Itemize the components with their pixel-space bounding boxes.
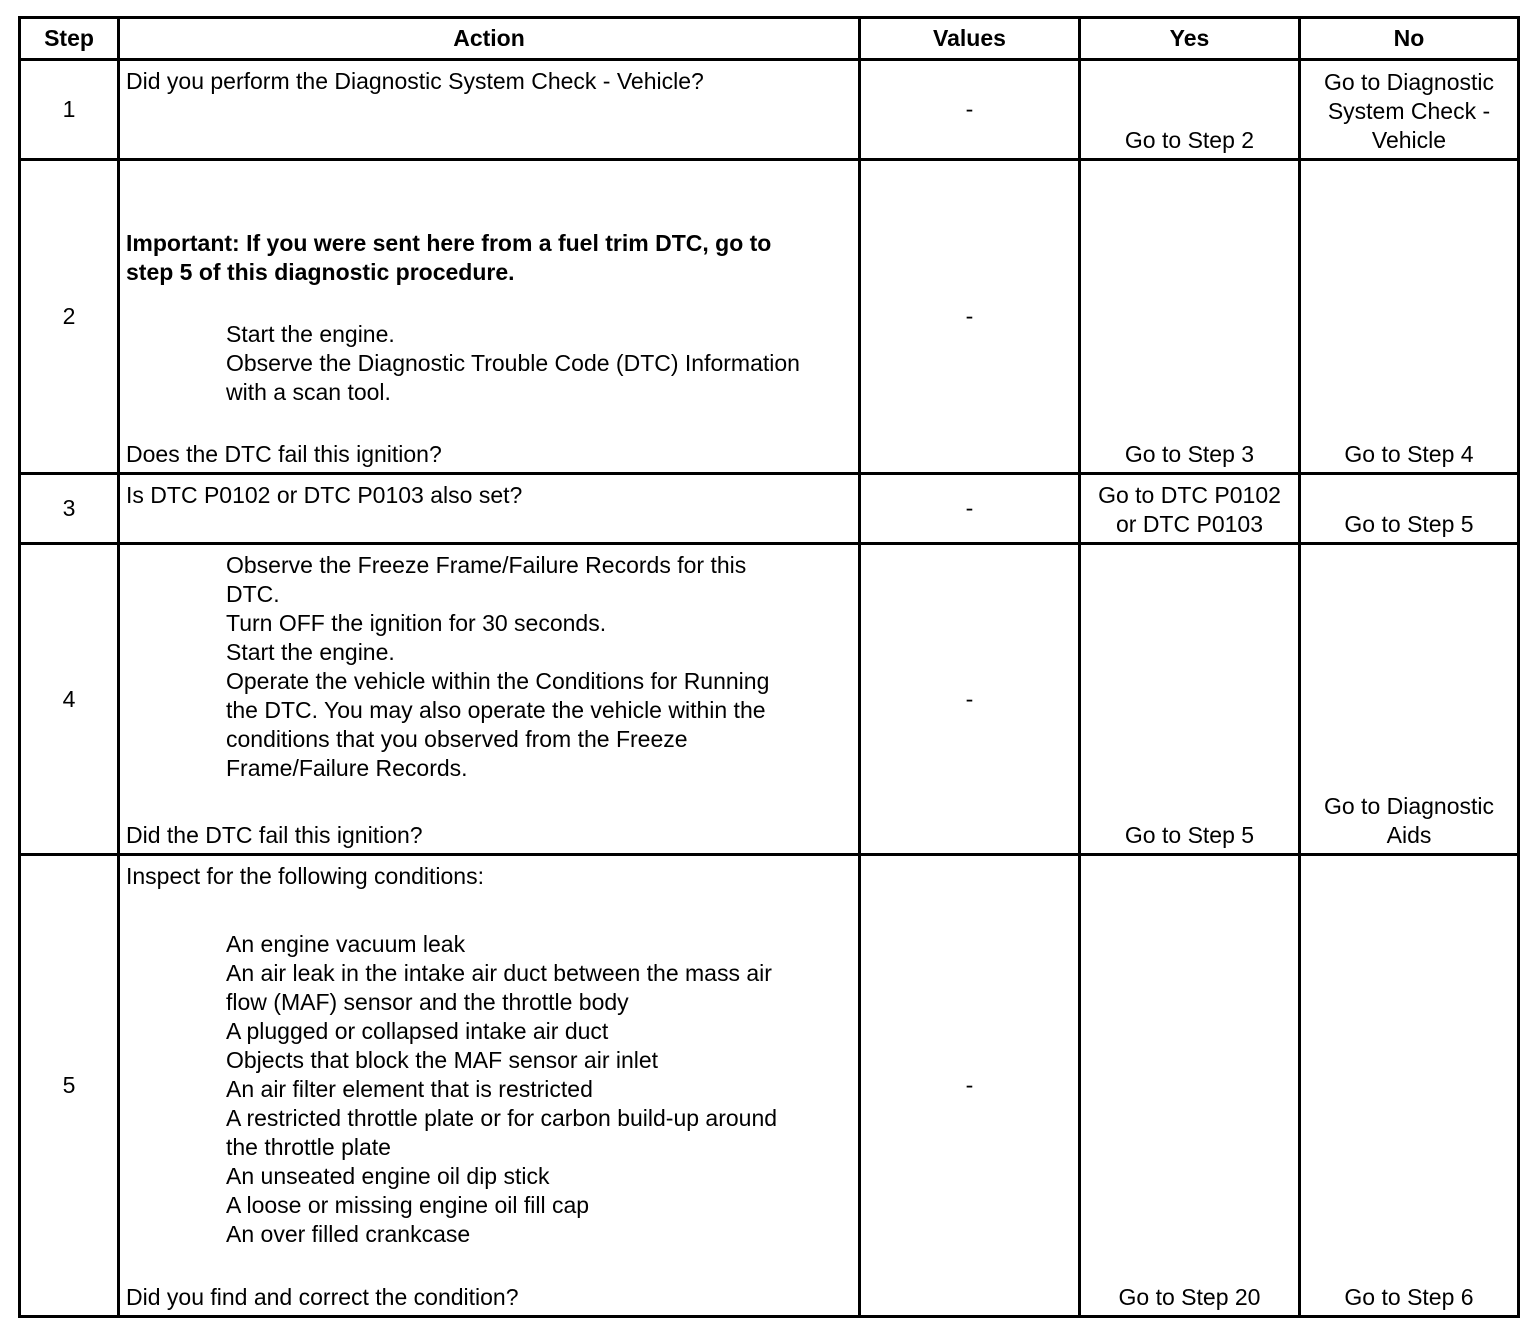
action-cell: [120, 545, 861, 853]
table-row: [21, 475, 1517, 545]
header-yes: Yes: [1081, 19, 1301, 58]
action-step: Turn OFF the ignition for 30 seconds.: [226, 610, 607, 636]
table-row: [21, 545, 1517, 856]
condition-item: An engine vacuum leak: [226, 931, 466, 957]
table-row: [21, 61, 1517, 161]
no-cell: [1301, 545, 1517, 853]
condition-item: An unseated engine oil dip stick: [226, 1163, 550, 1189]
table-row: [21, 856, 1517, 1315]
condition-item: Objects that block the MAF sensor air inlet: [226, 1047, 659, 1073]
no-cell-line: Vehicle: [1371, 127, 1447, 153]
yes-cell: Go to Step 5: [1081, 545, 1301, 853]
action-step: Observe the Diagnostic Trouble Code (DTC) Information: [226, 350, 800, 376]
condition-item: A restricted throttle plate or for carbon build-up around: [226, 1105, 778, 1131]
action-cell: [120, 856, 861, 1315]
action-step: Frame/Failure Records.: [226, 755, 468, 781]
header-row: [21, 19, 1517, 61]
question-text: Does the DTC fail this ignition?: [126, 441, 442, 467]
action-question: [126, 1283, 852, 1312]
important-line: Important: If you were sent here from a fuel trim DTC, go to: [126, 230, 772, 256]
question-text: Did the DTC fail this ignition?: [126, 822, 423, 848]
action-question: Is DTC P0102 or DTC P0103 also set?: [126, 482, 523, 508]
values-cell: -: [861, 475, 1081, 542]
action-step: Start the engine.: [226, 321, 395, 347]
no-cell-line: System Check -: [1327, 98, 1491, 124]
no-cell-line: Go to Diagnostic: [1323, 69, 1495, 95]
condition-list: [126, 930, 852, 1249]
values-cell: -: [861, 545, 1081, 853]
condition-item: An air leak in the intake air duct between the mass air: [226, 960, 772, 986]
no-cell: [1301, 61, 1517, 158]
intro-text: Inspect for the following conditions:: [126, 863, 484, 889]
yes-cell: Go to Step 3: [1081, 161, 1301, 472]
action-cell: [120, 61, 861, 158]
step-number: 1: [21, 61, 120, 158]
yes-cell: [1081, 475, 1301, 542]
condition-item: An air filter element that is restricted: [226, 1076, 593, 1102]
yes-cell: Go to Step 2: [1081, 61, 1301, 158]
action-step: Observe the Freeze Frame/Failure Records for this: [226, 552, 747, 578]
action-step: conditions that you observed from the Freeze: [226, 726, 688, 752]
important-note: [126, 229, 852, 287]
action-steps: [126, 320, 852, 407]
header-action: Action: [120, 19, 861, 58]
action-question: [126, 440, 852, 469]
action-step: the DTC. You may also operate the vehicle within the: [226, 697, 766, 723]
action-step: with a scan tool.: [226, 379, 391, 405]
step-number: 3: [21, 475, 120, 542]
header-step: Step: [21, 19, 120, 58]
action-step: Start the engine.: [226, 639, 395, 665]
no-cell: Go to Step 4: [1344, 441, 1474, 467]
table-row: [21, 161, 1517, 475]
no-cell: Go to Step 6: [1344, 1284, 1474, 1310]
no-cell-line: Aids: [1386, 822, 1432, 848]
action-intro: [126, 862, 852, 891]
step-number: 5: [21, 856, 120, 1315]
step-number: 4: [21, 545, 120, 853]
condition-item: A plugged or collapsed intake air duct: [226, 1018, 609, 1044]
condition-item: the throttle plate: [226, 1134, 391, 1160]
condition-item: A loose or missing engine oil fill cap: [226, 1192, 590, 1218]
condition-item: flow (MAF) sensor and the throttle body: [226, 989, 629, 1015]
action-cell: [120, 475, 861, 542]
action-step: Operate the vehicle within the Conditions for Running: [226, 668, 770, 694]
action-steps: [126, 551, 852, 783]
header-no: No: [1393, 25, 1425, 51]
no-cell-line: Go to Diagnostic: [1323, 793, 1495, 819]
yes-cell: Go to Step 20: [1081, 856, 1301, 1315]
important-line: step 5 of this diagnostic procedure.: [126, 259, 515, 285]
values-cell: -: [861, 161, 1081, 472]
action-question: Did you perform the Diagnostic System Check - Vehicle?: [126, 68, 704, 94]
yes-cell-line: or DTC P0103: [1115, 511, 1263, 537]
action-step: DTC.: [226, 581, 280, 607]
action-question: [126, 821, 852, 850]
header-values: Values: [861, 19, 1081, 58]
values-cell: -: [861, 61, 1081, 158]
diagnostic-table: [18, 16, 1520, 1318]
action-cell: [120, 161, 861, 472]
question-text: Did you find and correct the condition?: [126, 1284, 519, 1310]
condition-item: An over filled crankcase: [226, 1221, 471, 1247]
no-cell: Go to Step 5: [1344, 511, 1474, 537]
yes-cell-line: Go to DTC P0102: [1098, 482, 1281, 508]
values-cell: -: [861, 856, 1081, 1315]
step-number: 2: [21, 161, 120, 472]
